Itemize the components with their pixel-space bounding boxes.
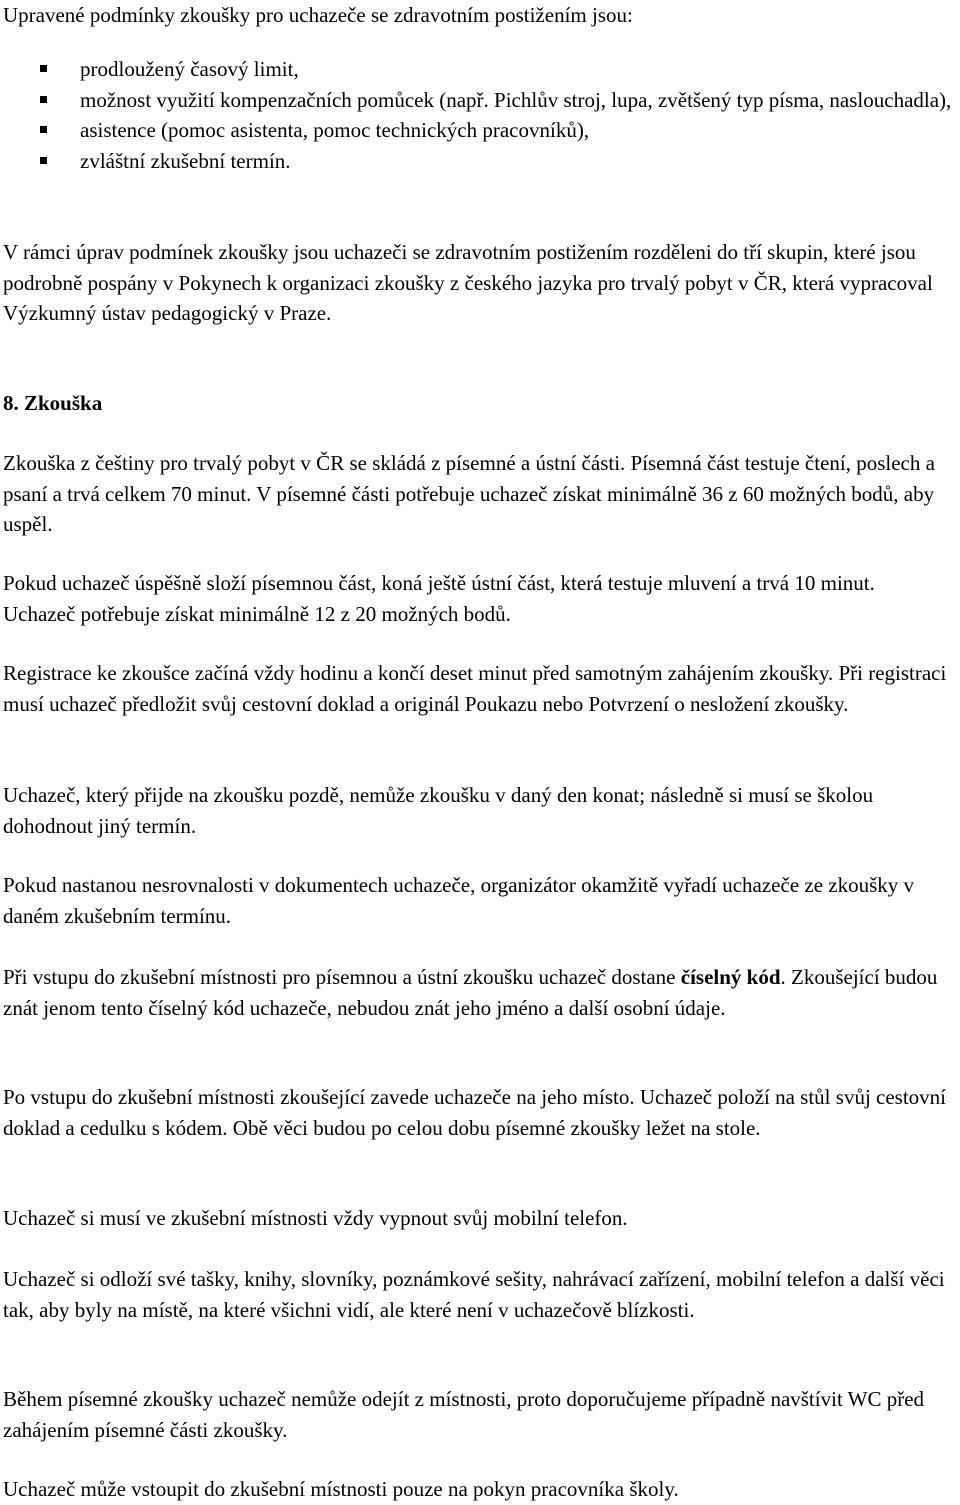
square-bullet-icon <box>40 157 47 164</box>
numeric-code-term: číselný kód <box>680 965 781 989</box>
square-bullet-icon <box>40 126 47 133</box>
paragraph-belongings: Uchazeč si odloží své tašky, knihy, slovníky, poznámkové sešity, nahrávací zařízení, mobilní telefon a další věci tak, aby byly na místě, na které všichni vidí, ale které není v uchazečově blízkosti. <box>3 1267 945 1322</box>
list-item <box>0 115 952 146</box>
groups-paragraph: V rámci úprav podmínek zkoušky jsou uchazeči se zdravotním postižením rozděleni do tří skupin, které jsou podrobně pospány v Pokynech k organizaci zkoušky z českého jazyka pro trvalý pobyt v ČR, která vypracoval Výzkumný ústav pedagogický v Praze. <box>3 240 933 325</box>
paragraph-numeric-code-start: Při vstupu do zkušební místnosti pro písemnou a ústní zkoušku uchazeč dostane <box>3 965 681 989</box>
paragraph-mobile-phone: Uchazeč si musí ve zkušební místnosti vždy vypnout svůj mobilní telefon. <box>3 1206 628 1230</box>
accommodations-list <box>0 54 952 176</box>
paragraph-entry: Uchazeč může vstoupit do zkušební místnosti pouze na pokyn pracovníka školy. <box>3 1477 679 1501</box>
paragraph-seating: Po vstupu do zkušební místnosti zkoušející zavede uchazeče na jeho místo. Uchazeč položí na stůl svůj cestovní doklad a cedulku s kódem. Obě věci budou po celou dobu písemné zkoušky ležet na stole. <box>3 1085 947 1140</box>
paragraph-numeric-code-end: . Zkoušející budou znát jenom tento číselný kód uchazeče, nebudou znát jeho jméno a další osobní údaje. <box>3 965 938 1020</box>
list-item-text: prodloužený časový limit, <box>80 57 299 81</box>
paragraph-exam-structure: Zkouška z češtiny pro trvalý pobyt v ČR se skládá z písemné a ústní části. Písemná část testuje čtení, poslech a psaní a trvá celkem 70 minut. V písemné části potřebuje uchazeč získat minimálně 36 z 60 možných bodů, aby uspěl. <box>3 451 935 536</box>
paragraph-numeric-code <box>3 962 952 1023</box>
intro-text: Upravené podmínky zkoušky pro uchazeče se zdravotním postižením jsou: <box>3 3 633 27</box>
paragraph-registration: Registrace ke zkoušce začíná vždy hodinu a končí deset minut před samotným zahájením zkoušky. Při registraci musí uchazeč předložit svůj cestovní doklad a originál Poukazu nebo Potvrzení o nesložení zkoušky. <box>3 661 947 716</box>
square-bullet-icon <box>40 65 47 72</box>
list-item <box>0 85 952 116</box>
paragraph-late-arrival: Uchazeč, který přijde na zkoušku pozdě, nemůže zkoušku v daný den konat; následně si musí se školou dohodnout jiný termín. <box>3 783 874 838</box>
paragraph-leaving-room: Během písemné zkoušky uchazeč nemůže odejít z místnosti, proto doporučujeme případně navštívit WC před zahájením písemné části zkoušky. <box>3 1387 925 1442</box>
list-item-text: možnost využití kompenzačních pomůcek (např. Pichlův stroj, lupa, zvětšený typ písma, naslouchadla), <box>80 87 952 112</box>
list-item <box>0 146 952 177</box>
list-item-text: zvláštní zkušební termín. <box>80 148 291 173</box>
section-heading: 8. Zkouška <box>3 391 103 415</box>
paragraph-oral-part: Pokud uchazeč úspěšně složí písemnou část, koná ještě ústní část, která testuje mluvení a trvá 10 minut. Uchazeč potřebuje získat minimálně 12 z 20 možných bodů. <box>3 571 875 626</box>
square-bullet-icon <box>40 96 47 103</box>
list-item-text: asistence (pomoc asistenta, pomoc technických pracovníků), <box>80 118 590 142</box>
paragraph-document-issues: Pokud nastanou nesrovnalosti v dokumentech uchazeče, organizátor okamžitě vyřadí uchazeče ze zkoušky v daném zkušebním termínu. <box>3 873 915 928</box>
list-item <box>0 54 952 85</box>
